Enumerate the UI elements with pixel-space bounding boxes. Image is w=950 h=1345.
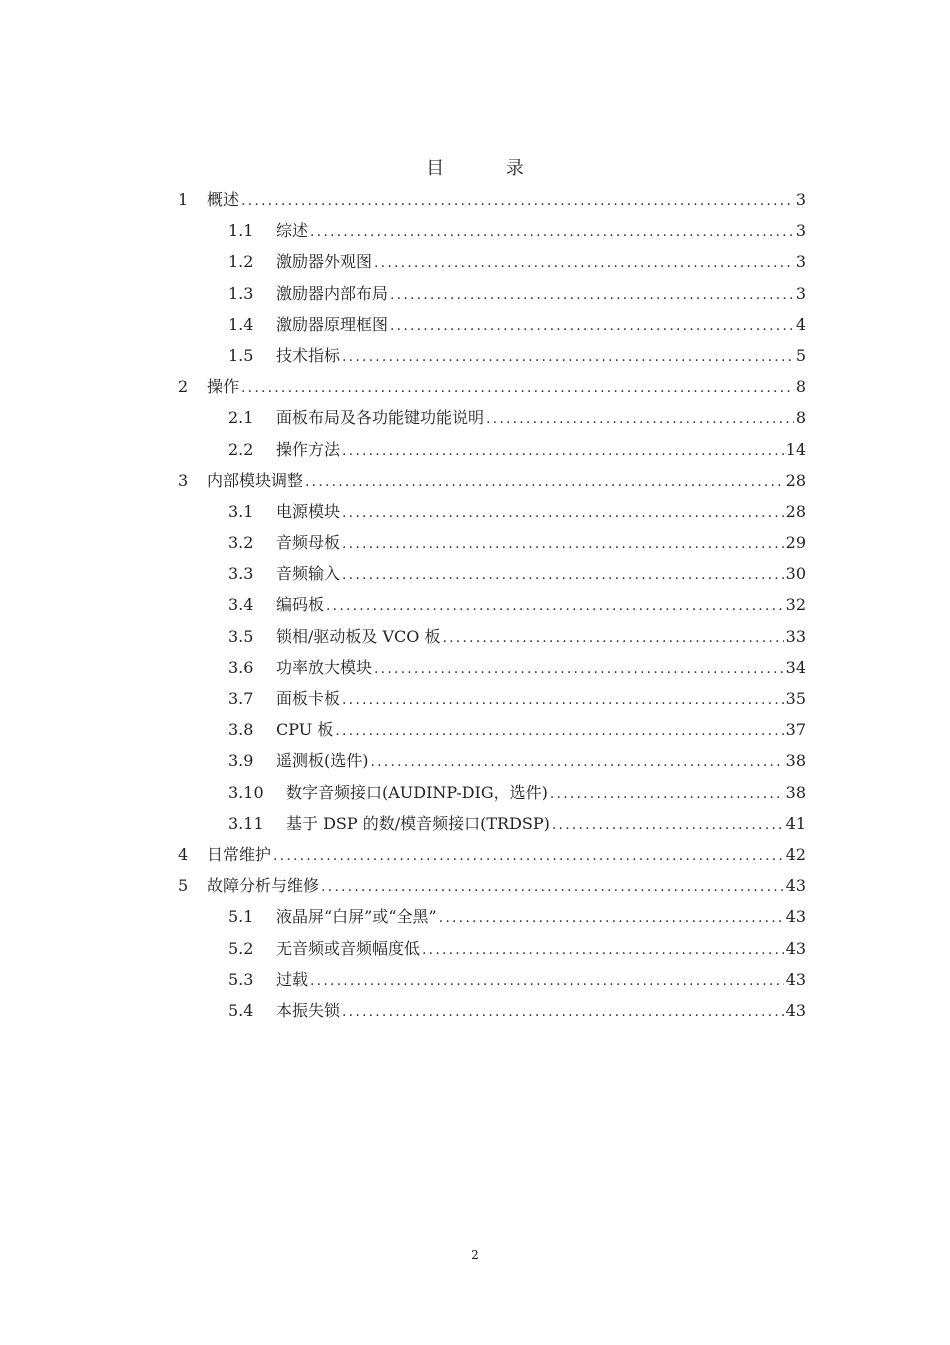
entry-label: 编码板 <box>276 595 325 615</box>
toc-entry[interactable] <box>178 870 806 901</box>
toc-entry[interactable] <box>178 808 806 839</box>
dot-leader <box>241 186 794 217</box>
toc-entry[interactable] <box>178 777 806 808</box>
entry-number: 5.1 <box>228 907 254 927</box>
entry-page-number: 5 <box>795 345 806 365</box>
toc-entry[interactable] <box>178 901 806 932</box>
entry-label: 技术指标 <box>276 345 341 365</box>
entry-page-number: 29 <box>785 533 806 553</box>
toc-entry[interactable] <box>178 714 806 745</box>
entry-page-number: 43 <box>785 1000 806 1020</box>
dot-leader <box>273 841 784 872</box>
entry-number: 5.3 <box>228 969 254 989</box>
entry-page-number: 3 <box>795 283 806 303</box>
entry-number: 3.5 <box>228 626 254 646</box>
entry-label: 数字音频接口(AUDINP-DIG，选件) <box>286 782 548 802</box>
entry-number: 3.8 <box>228 720 254 740</box>
dot-leader <box>310 966 784 997</box>
toc-entry[interactable] <box>178 246 806 277</box>
entry-label: 面板布局及各功能键功能说明 <box>276 408 485 428</box>
dot-leader <box>486 404 794 435</box>
entry-page-number: 3 <box>795 252 806 272</box>
dot-leader <box>342 342 794 373</box>
toc-entry[interactable] <box>178 309 806 340</box>
entry-label: 电源模块 <box>276 501 341 521</box>
entry-page-number: 34 <box>785 657 806 677</box>
entry-label: 锁相/驱动板及 VCO 板 <box>276 626 441 646</box>
entry-label: 概述 <box>207 190 240 209</box>
entry-page-number: 38 <box>785 782 806 802</box>
dot-leader <box>326 591 784 622</box>
entry-page-number: 8 <box>795 408 806 428</box>
entry-number: 2.1 <box>228 408 254 428</box>
entry-page-number: 35 <box>785 689 806 708</box>
entry-number: 2 <box>178 377 189 397</box>
entry-page-number: 37 <box>785 720 806 740</box>
dot-leader <box>390 311 794 342</box>
toc-entry[interactable] <box>178 933 806 964</box>
toc-entry[interactable] <box>178 465 806 496</box>
entry-page-number: 28 <box>785 470 806 490</box>
entry-page-number: 42 <box>785 844 806 864</box>
entry-number: 5 <box>178 876 189 896</box>
entry-number: 3.6 <box>228 657 254 677</box>
toc-entry[interactable] <box>178 745 806 776</box>
toc-entry[interactable] <box>178 683 806 714</box>
entry-number: 1 <box>178 190 189 209</box>
toc-entry[interactable] <box>178 589 806 620</box>
entry-label: 过载 <box>276 969 309 989</box>
toc-entry[interactable] <box>178 527 806 558</box>
dot-leader <box>371 747 784 778</box>
toc-entry[interactable] <box>178 621 806 652</box>
toc-entry[interactable] <box>178 184 806 215</box>
page-number-footer: 2 <box>471 1248 479 1262</box>
entry-label: 液晶屏“白屏”或“全黑” <box>276 907 437 927</box>
entry-page-number: 41 <box>785 813 806 833</box>
entry-number: 5.4 <box>228 1000 254 1020</box>
entry-page-number: 43 <box>785 938 806 958</box>
entry-label: 音频输入 <box>276 564 341 584</box>
entry-page-number: 4 <box>795 314 806 334</box>
toc-entry[interactable] <box>178 995 806 1026</box>
dot-leader <box>342 685 784 716</box>
entry-label: 无音频或音频幅度低 <box>276 938 421 958</box>
entry-label: 基于 DSP 的数/模音频接口(TRDSP) <box>286 813 550 833</box>
entry-number: 3.4 <box>228 595 254 615</box>
entry-number: 2.2 <box>228 439 254 459</box>
entry-page-number: 38 <box>785 751 806 771</box>
entry-label: 本振失锁 <box>276 1000 341 1020</box>
entry-number: 3 <box>178 470 189 490</box>
entry-page-number: 43 <box>785 907 806 927</box>
dot-leader <box>342 498 784 529</box>
dot-leader <box>390 280 794 311</box>
toc-entry[interactable] <box>178 434 806 465</box>
entry-label: 音频母板 <box>276 533 341 553</box>
entry-number: 3.3 <box>228 564 254 584</box>
toc-entry[interactable] <box>178 278 806 309</box>
entry-number: 3.10 <box>228 782 264 802</box>
entry-number: 3.7 <box>228 689 254 708</box>
entry-number: 5.2 <box>228 938 254 958</box>
entry-label: 激励器内部布局 <box>276 283 389 303</box>
dot-leader <box>342 560 784 591</box>
dot-leader <box>342 529 784 560</box>
toc-entry[interactable] <box>178 340 806 371</box>
entry-number: 4 <box>178 844 189 864</box>
dot-leader <box>342 997 784 1028</box>
entry-page-number: 14 <box>785 439 806 459</box>
toc-entry[interactable] <box>178 371 806 402</box>
entry-label: 故障分析与维修 <box>207 876 320 896</box>
entry-number: 1.1 <box>228 221 254 241</box>
dot-leader <box>439 903 784 934</box>
entry-label: 激励器原理框图 <box>276 314 389 334</box>
entry-number: 1.5 <box>228 345 254 365</box>
dot-leader <box>552 810 784 841</box>
entry-page-number: 33 <box>785 626 806 646</box>
toc-entry[interactable] <box>178 964 806 995</box>
entry-label: 面板卡板 <box>276 689 341 708</box>
entry-label: 操作方法 <box>276 439 341 459</box>
dot-leader <box>442 623 783 654</box>
entry-number: 1.2 <box>228 252 254 272</box>
toc-entry[interactable] <box>178 839 806 870</box>
dot-leader <box>321 872 784 903</box>
entry-label: 综述 <box>276 221 309 241</box>
entry-page-number: 43 <box>785 969 806 989</box>
toc-entry[interactable] <box>178 402 806 433</box>
entry-page-number: 32 <box>785 595 806 615</box>
entry-number: 3.9 <box>228 751 254 771</box>
toc-list <box>178 184 806 1026</box>
entry-page-number: 30 <box>785 564 806 584</box>
entry-number: 3.11 <box>228 813 264 833</box>
dot-leader <box>374 654 784 685</box>
entry-label: CPU 板 <box>276 720 334 740</box>
entry-page-number: 43 <box>785 876 806 896</box>
entry-label: 激励器外观图 <box>276 252 373 272</box>
dot-leader <box>241 373 794 404</box>
dot-leader <box>550 779 784 810</box>
dot-leader <box>305 467 784 498</box>
entry-label: 操作 <box>207 377 240 397</box>
entry-number: 3.1 <box>228 501 254 521</box>
toc-entry[interactable] <box>178 652 806 683</box>
dot-leader <box>342 436 784 467</box>
toc-entry[interactable] <box>178 215 806 246</box>
entry-page-number: 3 <box>795 190 806 209</box>
toc-entry[interactable] <box>178 558 806 589</box>
dot-leader <box>374 248 794 279</box>
entry-number: 1.4 <box>228 314 254 334</box>
toc-title: 目 录 <box>426 158 552 179</box>
entry-label: 功率放大模块 <box>276 657 373 677</box>
entry-label: 内部模块调整 <box>207 470 304 490</box>
entry-page-number: 28 <box>785 501 806 521</box>
dot-leader <box>422 935 784 966</box>
entry-page-number: 8 <box>795 377 806 397</box>
entry-page-number: 3 <box>795 221 806 241</box>
dot-leader <box>335 716 783 747</box>
entry-number: 1.3 <box>228 283 254 303</box>
entry-number: 3.2 <box>228 533 254 553</box>
dot-leader <box>310 217 794 248</box>
entry-label: 日常维护 <box>207 844 272 864</box>
entry-label: 遥测板(选件) <box>276 751 369 771</box>
toc-entry[interactable] <box>178 496 806 527</box>
